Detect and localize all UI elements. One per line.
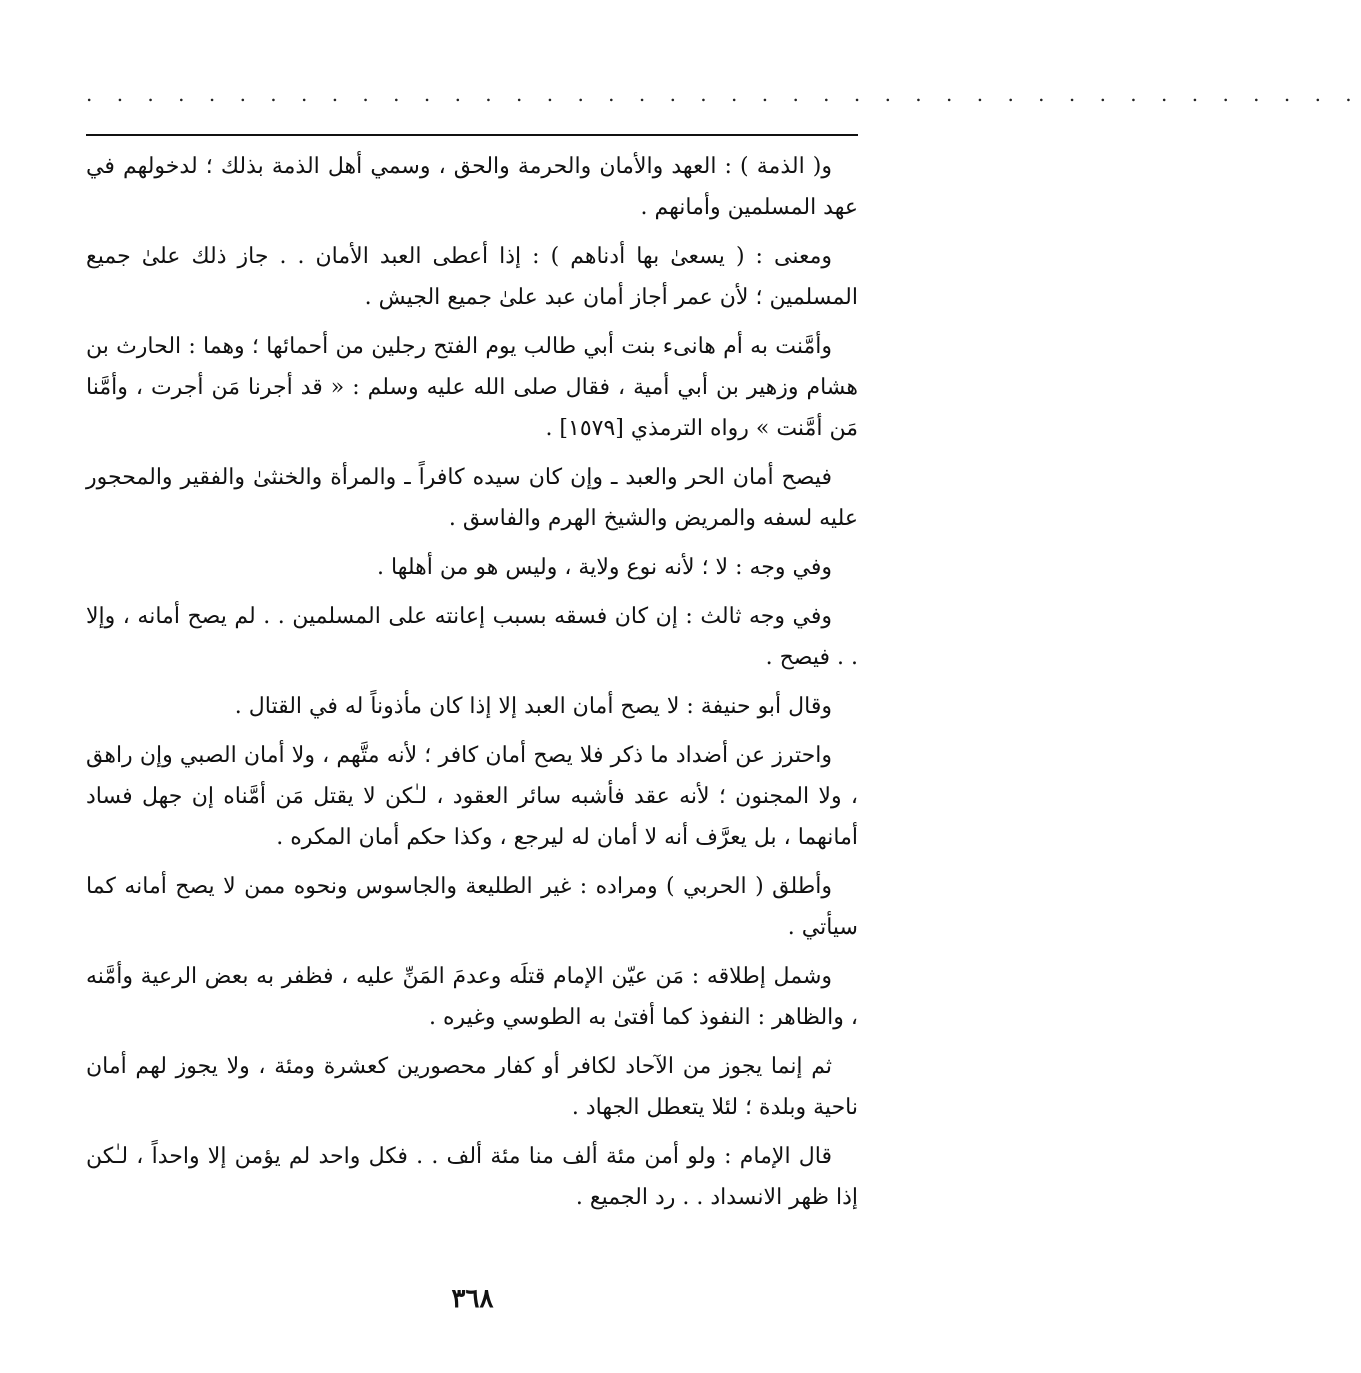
page-body [86,146,858,1226]
paragraph-11: ثم إنما يجوز من الآحاد لكافر أو كفار محصورين كعشرة ومئة ، ولا يجوز لهم أمان ناحية وبلدة ؛ لئلا يتعطل الجهاد . [86,1054,858,1120]
paragraph-7: وقال أبو حنيفة : لا يصح أمان العبد إلا إذا كان مأذوناً له في القتال . [234,694,832,719]
paragraph-10: وشمل إطلاقه : مَن عيّن الإمام قتلَه وعدمَ المَنِّ عليه ، فظفر به بعض الرعية وأمَّنه ، والظاهر : النفوذ كما أفتىٰ به الطوسي وغيره . [86,964,858,1030]
paragraph-2: ومعنى : ( يسعىٰ بها أدناهم ) : إذا أعطى العبد الأمان . . جاز ذلك علىٰ جميع المسلمين ؛ لأن عمر أجاز أمان عبد علىٰ جميع الجيش . [86,244,858,310]
paragraph-3: وأمَّنت به أم هانىء بنت أبي طالب يوم الفتح رجلين من أحمائها ؛ وهما : الحارث بن هشام وزهير بن أبي أمية ، فقال صلى الله عليه وسلم : « قد أجرنا مَن أجرت ، وأمَّنا مَن أمَّنت » رواه الترمذي [١٥٧٩] . [86,334,858,441]
paragraph-6: وفي وجه ثالث : إن كان فسقه بسبب إعانته على المسلمين . . لم يصح أمانه ، وإلا . . فيصح . [86,604,858,670]
header-dotted-line: . . . . . . . . . . . . . . . . . . . . . . . . . . . . . . . . . . . . . . . . . . [86,82,1361,106]
paragraph-5: وفي وجه : لا ؛ لأنه نوع ولاية ، وليس هو من أهلها . [377,555,832,580]
page-number: ٣٦٨ [451,1284,494,1314]
paragraph-4: فيصح أمان الحر والعبد ـ وإن كان سيده كافراً ـ والمرأة والخنثىٰ والفقير والمحجور عليه لسفه والمريض والشيخ الهرم والفاسق . [86,465,858,531]
paragraph-1: و( الذمة ) : العهد والأمان والحرمة والحق ، وسمي أهل الذمة بذلك ؛ لدخولهم في عهد المسلمين وأمانهم . [86,154,858,220]
paragraph-8: واحترز عن أضداد ما ذكر فلا يصح أمان كافر ؛ لأنه متَّهم ، ولا أمان الصبي وإن راهق ، ولا المجنون ؛ لأنه عقد فأشبه سائر العقود ، لـٰكن لا يقتل مَن أمَّناه إن جهل فساد أمانهما ، بل يعرَّف أنه لا أمان له ليرجع ، وكذا حكم أمان المكره . [86,743,858,850]
header-rule [86,134,858,136]
paragraph-9: وأطلق ( الحربي ) ومراده : غير الطليعة والجاسوس ونحوه ممن لا يصح أمانه كما سيأتي . [86,874,858,940]
paragraph-12: قال الإمام : ولو أمن مئة ألف منا مئة ألف . . فكل واحد لم يؤمن إلا واحداً ، لـٰكن إذا ظهر الانسداد . . رد الجميع . [86,1144,858,1210]
